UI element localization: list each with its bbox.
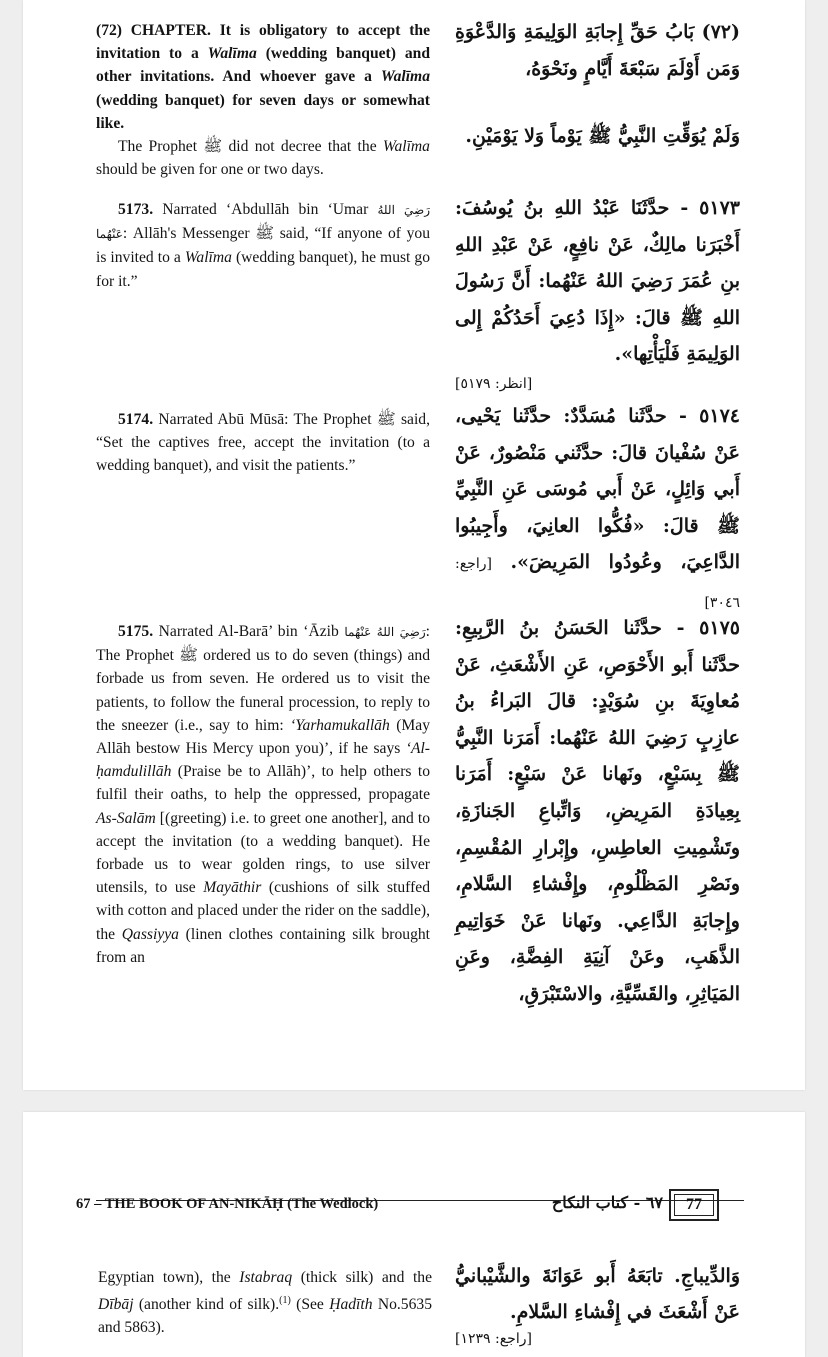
hadith-number: 5175. (118, 623, 154, 640)
hadith-number: 5173. (118, 201, 154, 218)
salutation-icon: ﷺ (255, 225, 275, 243)
continuation-ref: [راجع: ١٢٣٩] (455, 1331, 532, 1347)
hadith-5173-ref: [انظر: ٥١٧٩] (455, 375, 533, 392)
chapter-note-ar: وَلَمْ يُوَقِّتِ النَّبِيُّ ﷺ يَوْماً وَلا يَوْمَيْنِ. (465, 125, 740, 147)
hadith-5175-ar: ٥١٧٥ - حدَّثَنا الحَسَنُ بنُ الرَّبِيعِ: حدَّثَنا أَبو الأَحْوَصِ، عَنِ الأَشْعَثِ، عَنْ مُعاوِيَةَ بنِ سُوَيْدٍ: قالَ البَراءُ بنُ عازِبٍ رَضِيَ اللهُ عَنْهُما: أَمَرَنا النَّبِيُّ ﷺ بِسَبْعٍ، ونَهانا عَنْ سَبْعٍ: أَمَرَنا بِعِيادَةِ المَرِيضِ، وَاتِّباعِ الجَنازَةِ، وتَشْمِيتِ العاطِسِ، وإِبْرارِ المُقْسِمِ، ونَصْرِ المَظْلُومِ، وإِفْشاءِ السَّلامِ، وإِجابَةِ الدَّاعِي. ونَهانا عَنْ خَوَاتِيمِ الذَّهَبِ، وعَنْ آنِيَةِ الفِضَّةِ، وعَنِ المَيَاثِرِ، والقَسِّيَّةِ، والاسْتَبْرَقِ، (455, 617, 740, 1005)
chapter-heading-en: (72) CHAPTER. It is obligatory to accept the invitation to a Walīma (wedding banquet) and other invitations. And whoever gave a Walīma (wedding banquet) for seven days or somewhat like. The Prophet ﷺ did not decree that the Walīma should be given for one or two days. (96, 19, 430, 181)
hadith-5175-en: 5175. Narrated Al-Barā’ bin ‘Āzib رَضِيَ اللهُ عَنْهُما: The Prophet ﷺ ordered us to do seven (things) and forbade us from seven. He ordered us to visit the patients, to follow the funeral procession, to reply to the sneezer (i.e., say to him: ‘Yarhamukallāh (May Allāh bestow His Mercy upon you)’, if he says ‘Al-ḥamdulillāh (Praise be to Allāh)’, to help others to fulfil their oaths, to help the oppressed, propagate As-Salām [(greeting) i.e. to greet one another], and to accept the invitation (to a wedding banquet). He forbade us to wear golden rings, to use silver utensils, to use Mayāthir (cushions of silk stuffed with cotton and placed under the rider on the saddle), the Qassiyya (linen clothes containing silk brought from an (96, 623, 430, 966)
page-top (23, 0, 805, 1090)
hadith-5174-ar: ٥١٧٤ - حدَّثَنا مُسَدَّدٌ: حدَّثَنا يَحْيى، عَنْ سُفْيانَ قالَ: حدَّثَني مَنْصُورٌ، عَنْ أَبي وَائِلٍ، عَنْ أَبي مُوسَى عَنِ النَّبِيِّ ﷺ قالَ: «فُكُّوا العانِيَ، وأَجِيبُوا الدَّاعِيَ، وعُودُوا المَرِيضَ». [راجع: ٣٠٤٦] (455, 405, 740, 611)
page-number: 77 (669, 1189, 719, 1221)
chapter-note-en: The Prophet ﷺ did not decree that the Walīma should be given for one or two days. (96, 138, 430, 179)
hadith-5173-ar: ٥١٧٣ - حدَّثَنَا عَبْدُ اللهِ بنُ يُوسُفَ: أَخْبَرَنا مالِكٌ، عَنْ نافِعٍ، عَنْ عَبْدِ اللهِ بنِ عُمَرَ رَضِيَ اللهُ عَنْهُما: أَنَّ رَسُولَ اللهِ ﷺ قالَ: «إِذَا دُعِيَ أَحَدُكُمْ إِلى الوَلِيمَةِ فَلْيَأْتِها». [انظر: ٥١٧٩] (455, 190, 740, 395)
footnote-marker: (1) (279, 1295, 291, 1306)
hadith-5173-en: 5173. Narrated ‘Abdullāh bin ‘Umar رَضِيَ اللهُ عَنْهُما: Allāh's Messenger ﷺ said, “If anyone of you is invited to a Walīma (wedding banquet), he must go for it.” (96, 201, 431, 290)
hadith-5174-ref: [راجع: ٣٠٤٦] (455, 556, 740, 611)
salutation-icon: ﷺ (179, 647, 198, 665)
hadith-number: 5174. (118, 411, 154, 428)
running-header-en: 67 – THE BOOK OF AN-NIKĀḤ (The Wedlock) (76, 1196, 379, 1212)
running-header-ar: ٦٧ - كتاب النكاح (551, 1193, 663, 1212)
continuation-en: Egyptian town), the Istabraq (thick silk) and the Dībāj (another kind of silk).$^{(1)}$ (See Ḥadīth No.5635 and 5863). (98, 1269, 432, 1337)
continuation-ar: وَالدِّيباجِ. تابَعَهُ أَبو عَوَانَةَ والشَّيْبانيُّ عَنْ أَشْعَثَ في إِفْشاءِ السَّلامِ. [راجع: ١٢٣٩] (455, 1265, 740, 1347)
salutation-icon: ﷺ (376, 411, 396, 428)
salutation-icon: ﷺ (203, 138, 223, 156)
chapter-title-text: (72) CHAPTER. It is obligatory to accept the invitation to a (96, 22, 430, 63)
chapter-heading-ar: (٧٢) بَابُ حَقِّ إِجابَةِ الوَلِيمَةِ وَالدَّعْوَةِ وَمَن أَوْلَمَ سَبْعَةَ أَيَّامٍ ونَحْوَهُ، (455, 21, 740, 80)
hadith-5174-en: 5174. Narrated Abū Mūsā: The Prophet ﷺ said, “Set the captives free, accept the invitation (to a wedding banquet), and visit the patients.” (96, 411, 430, 475)
